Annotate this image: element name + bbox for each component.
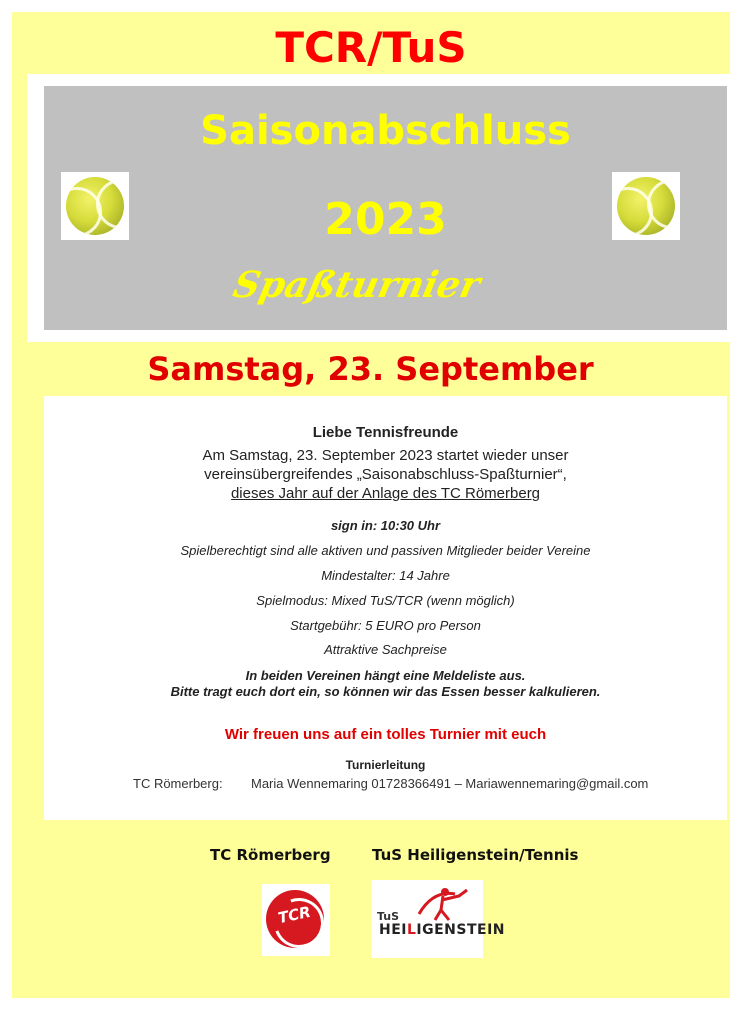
tennis-ball-right [612, 172, 680, 240]
banner-title: Saisonabschluss [200, 108, 571, 154]
banner [44, 86, 727, 330]
event-date: Samstag, 23. September [147, 350, 594, 388]
signin-time: sign in: 10:30 Uhr [330, 518, 441, 533]
content-panel [44, 396, 727, 820]
tcr-logo [262, 884, 330, 956]
tus-logo [371, 880, 506, 958]
detail-min-age: Mindestalter: 14 Jahre [321, 568, 450, 583]
notice-line-2: Bitte tragt euch dort ein, so können wir das Essen besser kalkulieren. [170, 684, 601, 699]
closing-text: Wir freuen uns auf ein tolles Turnier mit euch [224, 726, 547, 743]
tus-figure-icon [415, 886, 471, 922]
intro-line-2: vereinsübergreifendes „Saisonabschluss-Spaßturnier“, [204, 466, 567, 483]
banner-subtitle: Spaßturnier [229, 264, 484, 306]
page-title: TCR/TuS [275, 23, 467, 72]
notice-line-1: In beiden Vereinen hängt eine Meldeliste aus. [245, 668, 526, 683]
organizer-club: TC Römerberg: [133, 776, 223, 791]
detail-prizes: Attraktive Sachpreise [324, 642, 447, 657]
greeting: Liebe Tennisfreunde [312, 424, 459, 441]
detail-fee: Startgebühr: 5 EURO pro Person [290, 618, 481, 633]
venue-text: dieses Jahr auf der Anlage des TC Römerberg [230, 485, 541, 502]
detail-eligibility: Spielberechtigt sind alle aktiven und passiven Mitglieder beider Vereine [180, 543, 591, 558]
banner-year: 2023 [324, 194, 447, 245]
intro-line-3 [44, 484, 727, 503]
tus-logo-small-text: TuS [377, 910, 400, 923]
organizer-contact: Maria Wennemaring 01728366491 – Mariawennemaring@gmail.com [251, 776, 649, 791]
intro-text [44, 446, 727, 503]
intro-line-1: Am Samstag, 23. September 2023 startet wieder unser [202, 447, 569, 464]
tus-logo-big-text: HEILIGENSTEIN [379, 922, 506, 938]
organizer-heading: Turnierleitung [345, 758, 426, 772]
club-name-tus: TuS Heiligenstein/Tennis [372, 846, 579, 864]
registration-notice [44, 668, 727, 700]
tennis-ball-icon [617, 177, 675, 235]
detail-mode: Spielmodus: Mixed TuS/TCR (wenn möglich) [256, 593, 515, 608]
tennis-ball-icon [66, 177, 124, 235]
club-name-tcr: TC Römerberg [210, 846, 331, 864]
tcr-logo-text: TCR [276, 902, 313, 928]
tennis-ball-left [61, 172, 129, 240]
